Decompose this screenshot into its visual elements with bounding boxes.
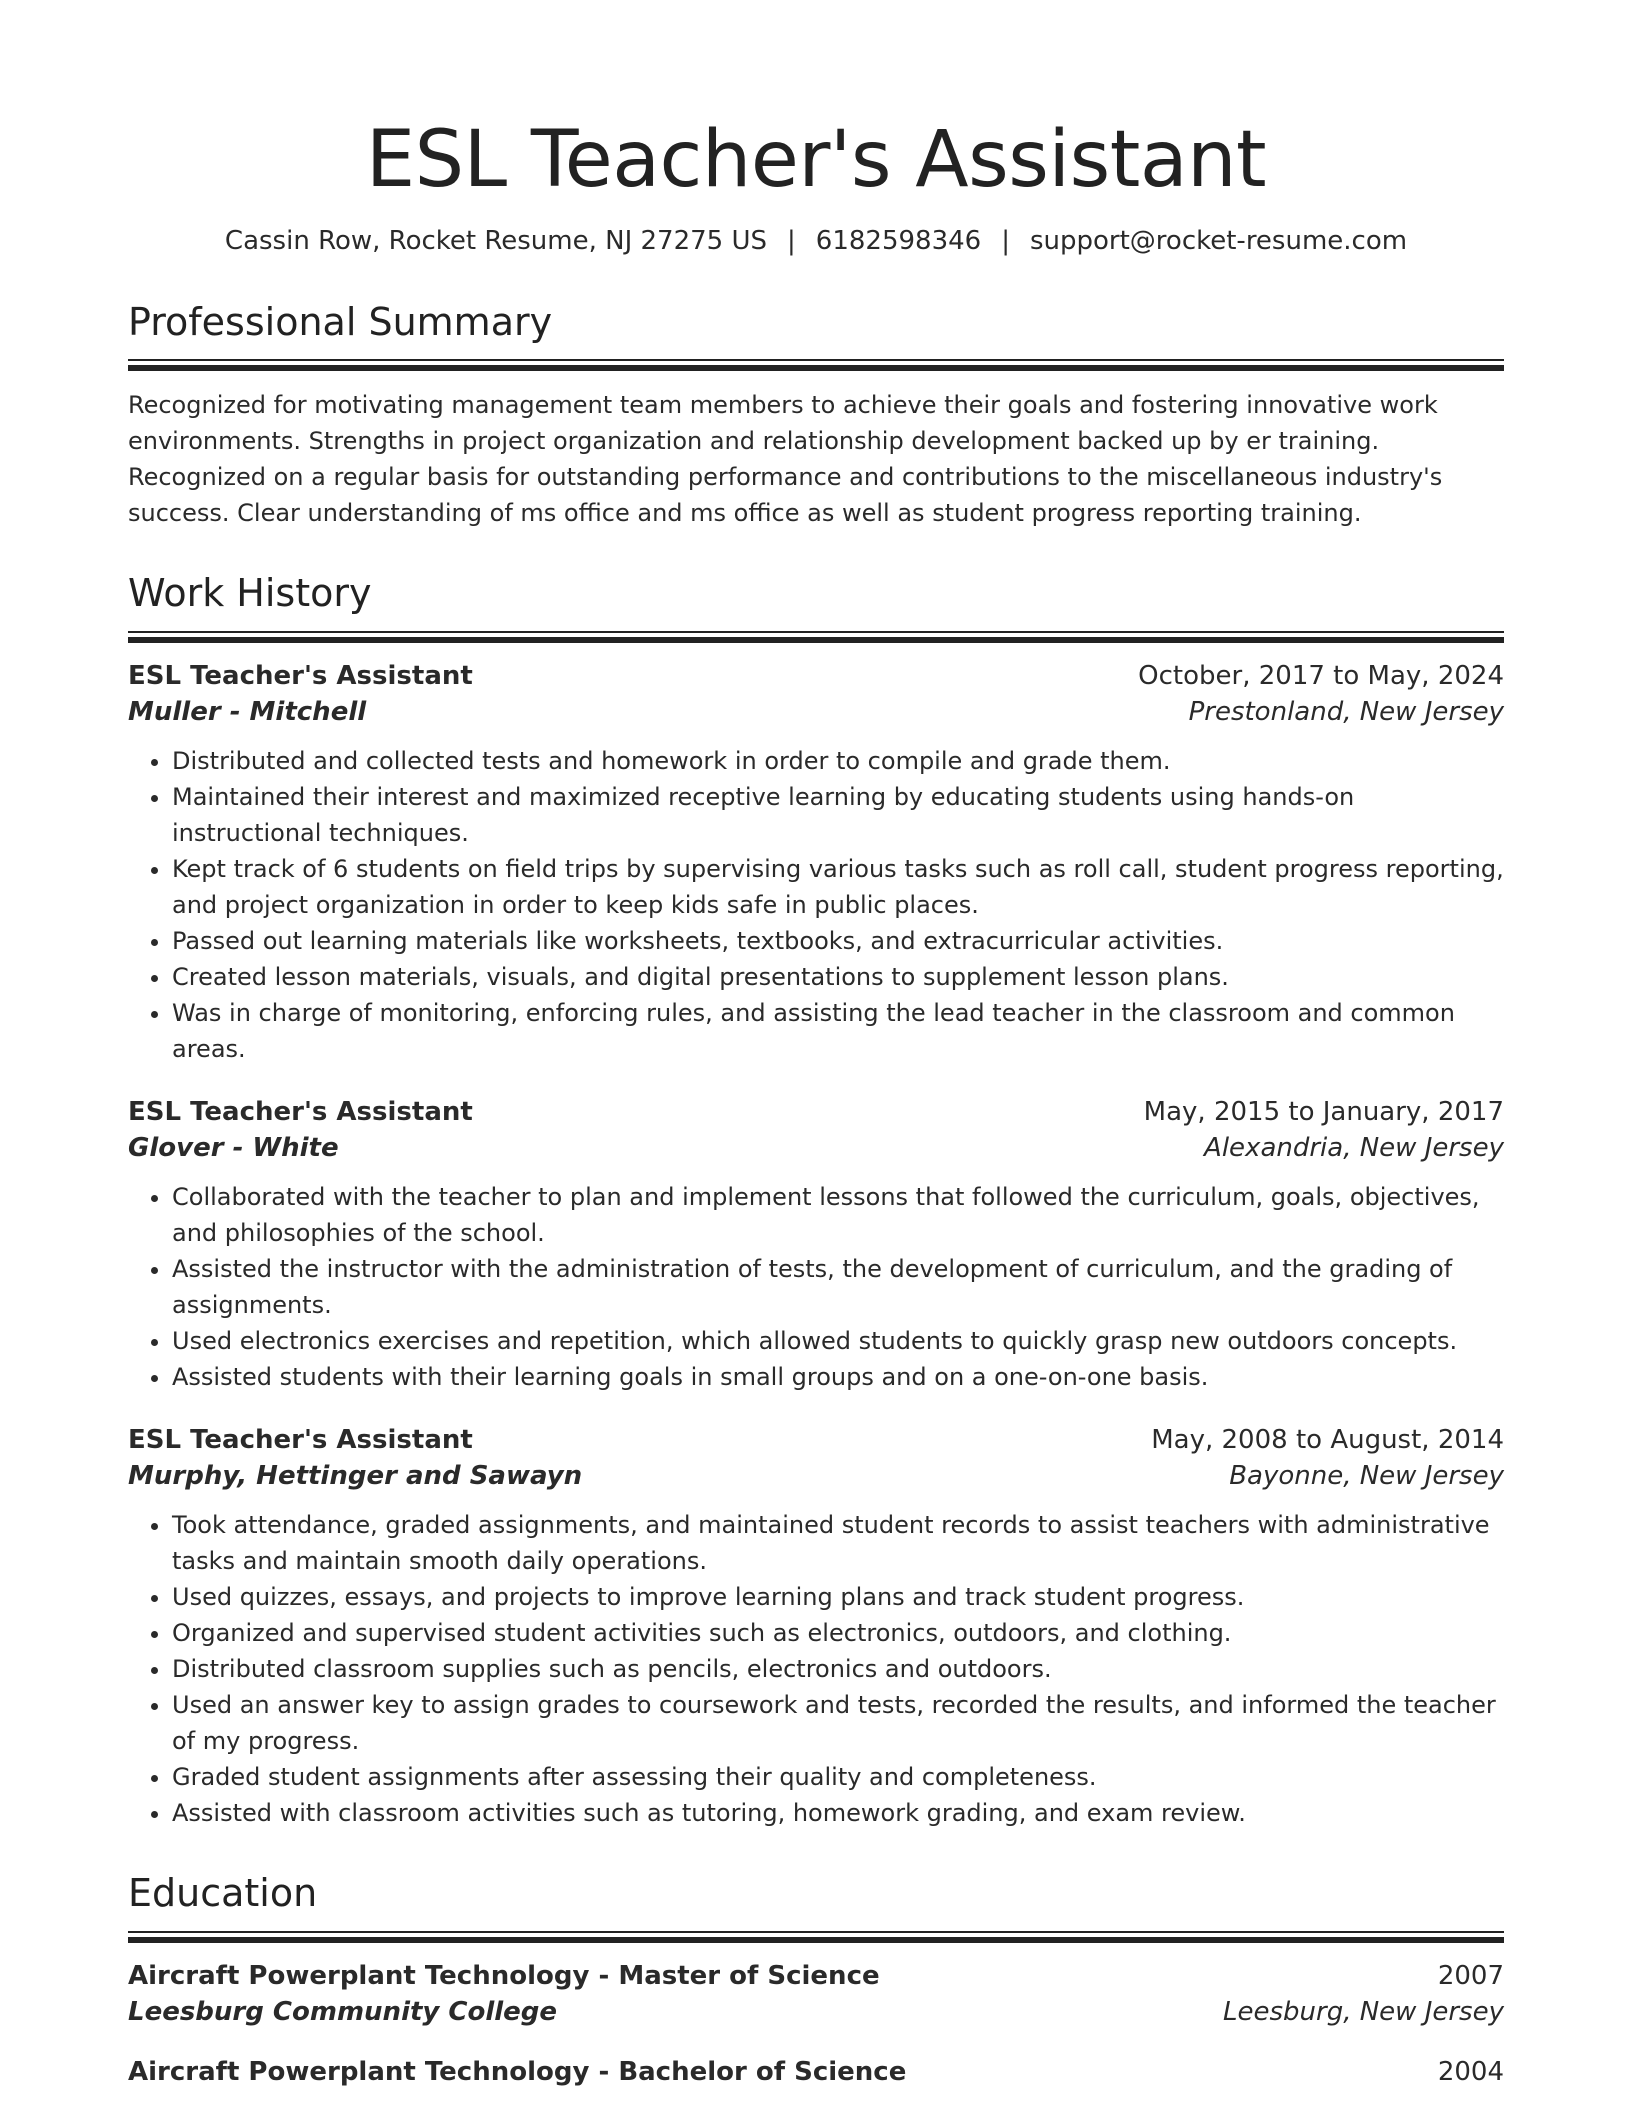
job-entry [128,1097,1504,1395]
resume-header [128,115,1504,256]
job-bullets [128,1179,1504,1395]
job-location: Alexandria, New Jersey [1204,1132,1504,1163]
job-bullet: • Maintained their interest and maximized receptive learning by educating students using hands-on instructional techniques. [172,779,1504,851]
job-bullet: • Assisted with classroom activities such as tutoring, homework grading, and exam review. [172,1795,1504,1831]
section-divider [128,359,1504,371]
job-bullets [128,743,1504,1067]
section-divider [128,1931,1504,1943]
job-bullet: • Kept track of 6 students on field trips by supervising various tasks such as roll call, student progress reporting, and project organization in order to keep kids safe in public places. [172,851,1504,923]
education-header [128,1961,1504,1991]
summary-text: Recognized for motivating management team members to achieve their goals and fostering innovative work environments. Strengths in project organization and relationship development backed up by er training. Recognized on a regular basis for outstanding performance and contributions to the miscellaneous industry's success. Clear understanding of ms office and ms office as well as student progress reporting training. [128,391,1443,528]
contact-separator: | [787,225,796,256]
job-bullet: • Organized and supervised student activities such as electronics, outdoors, and clothing. [172,1615,1504,1651]
section-title: Work History [128,571,372,616]
job-bullet: • Took attendance, graded assignments, and maintained student records to assist teachers with administrative tasks and maintain smooth daily operations. [172,1507,1504,1579]
education-degree: Aircraft Powerplant Technology - Bachelor of Science [128,2056,907,2087]
education-section [128,1871,1504,2087]
contact-phone: 6182598346 [815,225,982,256]
job-bullet: • Used quizzes, essays, and projects to improve learning plans and track student progress. [172,1579,1504,1615]
candidate-name: ESL Teacher's Assistant [365,115,1267,205]
job-bullets [128,1507,1504,1831]
section-divider [128,631,1504,643]
job-bullet: • Created lesson materials, visuals, and digital presentations to supplement lesson plans. [172,959,1504,995]
job-subheader [128,697,1504,727]
education-entry [128,2057,1504,2087]
job-location: Bayonne, New Jersey [1229,1460,1504,1491]
job-title: ESL Teacher's Assistant [128,660,473,691]
contact-separator: | [1001,225,1010,256]
job-title: ESL Teacher's Assistant [128,1096,473,1127]
contact-email: support@rocket-resume.com [1029,225,1408,256]
job-subheader [128,1461,1504,1491]
job-header [128,1425,1504,1455]
education-entry [128,1961,1504,2027]
job-dates: October, 2017 to May, 2024 [1138,660,1504,691]
job-company: Glover - White [128,1132,339,1163]
education-year: 2007 [1437,1960,1504,1991]
job-bullet: • Assisted the instructor with the administration of tests, the development of curriculum, and the grading of assignments. [172,1251,1504,1323]
job-bullet: • Used an answer key to assign grades to coursework and tests, recorded the results, and informed the teacher of my progress. [172,1687,1504,1759]
job-bullet: • Collaborated with the teacher to plan and implement lessons that followed the curriculum, goals, objectives, and philosophies of the school. [172,1179,1504,1251]
section-title: Education [128,1870,318,1915]
job-subheader [128,1133,1504,1163]
job-bullet: • Distributed classroom supplies such as pencils, electronics and outdoors. [172,1651,1504,1687]
contact-line [128,226,1504,256]
job-bullet: • Was in charge of monitoring, enforcing rules, and assisting the lead teacher in the classroom and common areas. [172,995,1504,1067]
education-year: 2004 [1437,2056,1504,2087]
job-header [128,661,1504,691]
job-entry [128,1425,1504,1831]
job-company: Muller - Mitchell [128,696,367,727]
section-title: Professional Summary [128,299,553,344]
job-bullet: • Passed out learning materials like worksheets, textbooks, and extracurricular activities. [172,923,1504,959]
job-location: Prestonland, New Jersey [1188,696,1504,727]
education-school: Leesburg Community College [128,1996,558,2027]
job-dates: May, 2015 to January, 2017 [1143,1096,1504,1127]
job-header [128,1097,1504,1127]
job-bullet: • Distributed and collected tests and homework in order to compile and grade them. [172,743,1504,779]
education-header [128,2057,1504,2087]
contact-address: Cassin Row, Rocket Resume, NJ 27275 US [224,225,768,256]
education-degree: Aircraft Powerplant Technology - Master of Science [128,1960,880,1991]
job-bullet: • Assisted students with their learning goals in small groups and on a one-on-one basis. [172,1359,1504,1395]
education-subheader [128,1997,1504,2027]
job-company: Murphy, Hettinger and Sawayn [128,1460,583,1491]
work-history-section [128,571,1504,1831]
education-location: Leesburg, New Jersey [1223,1996,1504,2027]
job-bullet: • Graded student assignments after assessing their quality and completeness. [172,1759,1504,1795]
job-dates: May, 2008 to August, 2014 [1151,1424,1504,1455]
professional-summary-section [128,300,1504,532]
job-title: ESL Teacher's Assistant [128,1424,473,1455]
job-bullet: • Used electronics exercises and repetition, which allowed students to quickly grasp new outdoors concepts. [172,1323,1504,1359]
job-entry [128,661,1504,1067]
